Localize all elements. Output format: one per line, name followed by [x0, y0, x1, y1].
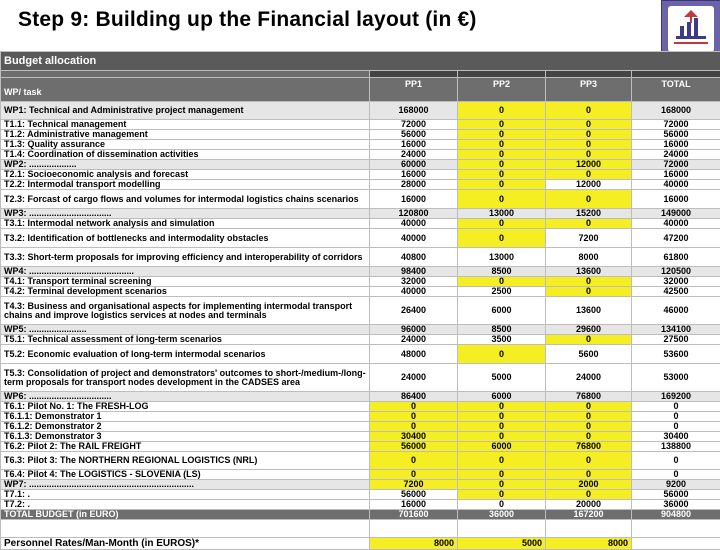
- table-row-workpackage: [1, 480, 720, 490]
- row-label: T6.1: Pilot No. 1: The FRESH-LOG: [1, 402, 370, 412]
- budget-cell: 0: [458, 190, 546, 209]
- table-row-workpackage: [1, 160, 720, 170]
- budget-cell: 0: [546, 140, 632, 150]
- row-label: WP6: .................................: [1, 392, 370, 402]
- budget-cell: 0: [546, 470, 632, 480]
- row-label: WP2: ...................: [1, 160, 370, 170]
- table-row-task: [1, 287, 720, 297]
- budget-cell: 15200: [546, 209, 632, 219]
- budget-cell: 0: [546, 190, 632, 209]
- row-label: T3.2: Identification of bottlenecks and intermodality obstacles: [1, 229, 370, 248]
- budget-cell: 8000: [546, 248, 632, 267]
- budget-cell: 56000: [632, 490, 720, 500]
- table-row-task: [1, 442, 720, 452]
- row-label: T3.1: Intermodal network analysis and simulation: [1, 219, 370, 229]
- row-label: WP1: Technical and Administrative project management: [1, 102, 370, 120]
- budget-cell: 61800: [632, 248, 720, 267]
- column-header: TOTAL: [632, 78, 720, 102]
- budget-cell: 0: [370, 402, 458, 412]
- total-row: [1, 510, 720, 520]
- logo-emblem: [668, 6, 714, 52]
- budget-cell: 0: [458, 219, 546, 229]
- table-row-task: [1, 500, 720, 510]
- row-label: T7.2: .: [1, 500, 370, 510]
- row-label: T6.1.1: Demonstrator 1: [1, 412, 370, 422]
- budget-cell: 26400: [370, 297, 458, 325]
- budget-cell: 20000: [546, 500, 632, 510]
- table-row-task: [1, 402, 720, 412]
- row-label: T6.3: Pilot 3: The NORTHERN REGIONAL LOGISTICS (NRL): [1, 452, 370, 470]
- budget-cell: 5000: [458, 364, 546, 392]
- budget-cell: 42500: [632, 287, 720, 297]
- column-header-row: [1, 78, 720, 102]
- page-title: Step 9: Building up the Financial layout (in €): [18, 8, 477, 32]
- table-row-workpackage: [1, 325, 720, 335]
- budget-cell: 0: [546, 277, 632, 287]
- table-row-task: [1, 190, 720, 209]
- table-title-row: [1, 52, 720, 71]
- row-label: T1.2: Administrative management: [1, 130, 370, 140]
- budget-cell: 40000: [632, 180, 720, 190]
- budget-cell: 76800: [546, 442, 632, 452]
- row-label: T6.2: Pilot 2: The RAIL FREIGHT: [1, 442, 370, 452]
- budget-cell: 168000: [632, 102, 720, 120]
- budget-cell: 0: [546, 335, 632, 345]
- budget-cell: 7200: [370, 480, 458, 490]
- budget-cell: 8500: [458, 267, 546, 277]
- budget-cell: 72000: [632, 160, 720, 170]
- budget-cell: 0: [458, 150, 546, 160]
- budget-cell: 40000: [632, 219, 720, 229]
- table-row-task: [1, 248, 720, 267]
- budget-cell: 12000: [546, 180, 632, 190]
- row-label: T6.1.3: Demonstrator 3: [1, 432, 370, 442]
- row-label: T1.1: Technical management: [1, 120, 370, 130]
- budget-cell: 72000: [632, 120, 720, 130]
- row-label: T6.4: Pilot 4: The LOGISTICS - SLOVENIA (LS): [1, 470, 370, 480]
- budget-cell: 13000: [458, 209, 546, 219]
- budget-cell: 0: [632, 452, 720, 470]
- row-label: T4.3: Business and organisational aspects for implementing intermodal transport chains and improve logistics services at nodes and terminals: [1, 297, 370, 325]
- table-row-task: [1, 120, 720, 130]
- personnel-rate-row: [1, 538, 720, 550]
- budget-cell: 0: [632, 402, 720, 412]
- budget-cell: 0: [546, 422, 632, 432]
- section-title: Budget allocation: [1, 52, 720, 71]
- table-row-task: [1, 470, 720, 480]
- row-label: T7.1: .: [1, 490, 370, 500]
- budget-cell: 6000: [458, 392, 546, 402]
- personnel-rate-label: Personnel Rates/Man-Month (in EUROS)*: [1, 538, 370, 550]
- budget-cell: 0: [458, 277, 546, 287]
- budget-cell: 0: [458, 412, 546, 422]
- budget-cell: 0: [458, 120, 546, 130]
- budget-cell: 0: [458, 130, 546, 140]
- budget-cell: 32000: [632, 277, 720, 287]
- budget-cell: 16000: [632, 170, 720, 180]
- row-label: T4.1: Transport terminal screening: [1, 277, 370, 287]
- budget-cell: 56000: [370, 490, 458, 500]
- budget-cell: 36000: [632, 500, 720, 510]
- budget-cell: 24000: [546, 364, 632, 392]
- row-label: T2.3: Forcast of cargo flows and volumes for intermodal logistics chains scenarios: [1, 190, 370, 209]
- table-row-workpackage: [1, 392, 720, 402]
- budget-cell: 0: [458, 500, 546, 510]
- header-wp-task: WP/ task: [1, 78, 370, 102]
- budget-cell: 0: [458, 480, 546, 490]
- table-row-task: [1, 229, 720, 248]
- budget-cell: 0: [370, 452, 458, 470]
- budget-cell: 120500: [632, 267, 720, 277]
- table-row-task: [1, 297, 720, 325]
- budget-cell: 16000: [370, 190, 458, 209]
- budget-cell: 40000: [370, 287, 458, 297]
- budget-cell: 32000: [370, 277, 458, 287]
- budget-cell: 0: [458, 432, 546, 442]
- row-label: WP7: ..................................................................: [1, 480, 370, 490]
- budget-cell: 0: [458, 422, 546, 432]
- budget-cell: 86400: [370, 392, 458, 402]
- budget-cell: 40800: [370, 248, 458, 267]
- budget-cell: 0: [458, 490, 546, 500]
- budget-cell: 8500: [458, 325, 546, 335]
- budget-cell: 27500: [632, 335, 720, 345]
- budget-cell: 24000: [632, 150, 720, 160]
- budget-cell: 0: [546, 170, 632, 180]
- budget-cell: 0: [458, 452, 546, 470]
- row-label: T3.3: Short-term proposals for improving efficiency and interoperability of corridors: [1, 248, 370, 267]
- budget-cell: 134100: [632, 325, 720, 335]
- row-label: T2.1: Socioeconomic analysis and forecast: [1, 170, 370, 180]
- budget-cell: 13600: [546, 267, 632, 277]
- budget-cell: 24000: [370, 150, 458, 160]
- budget-cell: 53000: [632, 364, 720, 392]
- table-row-task: [1, 130, 720, 140]
- total-cell: 701600: [370, 510, 458, 520]
- budget-cell: 0: [458, 140, 546, 150]
- personnel-rate-cell: 5000: [458, 538, 546, 550]
- budget-cell: 0: [546, 452, 632, 470]
- personnel-rate-cell: 8000: [546, 538, 632, 550]
- budget-cell: 28000: [370, 180, 458, 190]
- table-row-task: [1, 412, 720, 422]
- budget-cell: 13000: [458, 248, 546, 267]
- budget-cell: 0: [632, 412, 720, 422]
- budget-cell: 47200: [632, 229, 720, 248]
- table-row-task: [1, 170, 720, 180]
- row-label: T5.3: Consolidation of project and demonstrators' outcomes to short-/medium-/long-term proposals for transport nodes development in the CADSES area: [1, 364, 370, 392]
- row-label: WP3: .................................: [1, 209, 370, 219]
- budget-cell: 16000: [370, 170, 458, 180]
- budget-cell: 0: [546, 102, 632, 120]
- budget-cell: 72000: [370, 120, 458, 130]
- budget-cell: 30400: [632, 432, 720, 442]
- budget-cell: 149000: [632, 209, 720, 219]
- budget-cell: 16000: [370, 140, 458, 150]
- table-row-task: [1, 219, 720, 229]
- table-row-task: [1, 490, 720, 500]
- table-row-task: [1, 140, 720, 150]
- budget-cell: 138800: [632, 442, 720, 452]
- budget-cell: 168000: [370, 102, 458, 120]
- budget-cell: 0: [458, 160, 546, 170]
- budget-cell: 56000: [370, 130, 458, 140]
- budget-cell: 0: [546, 432, 632, 442]
- budget-cell: 98400: [370, 267, 458, 277]
- budget-cell: 12000: [546, 160, 632, 170]
- budget-table-body: [1, 52, 720, 550]
- budget-cell: 0: [370, 412, 458, 422]
- personnel-rate-cell: 8000: [370, 538, 458, 550]
- row-label: WP4: ..........................................: [1, 267, 370, 277]
- budget-cell: 5600: [546, 345, 632, 364]
- budget-cell: 60000: [370, 160, 458, 170]
- column-header: PP3: [546, 78, 632, 102]
- budget-cell: 0: [632, 422, 720, 432]
- budget-cell: 0: [370, 422, 458, 432]
- budget-cell: 120800: [370, 209, 458, 219]
- budget-cell: 7200: [546, 229, 632, 248]
- budget-cell: 30400: [370, 432, 458, 442]
- budget-cell: 0: [546, 402, 632, 412]
- row-label: T5.2: Economic evaluation of long-term intermodal scenarios: [1, 345, 370, 364]
- budget-cell: 96000: [370, 325, 458, 335]
- spacer-row: [1, 520, 720, 538]
- budget-cell: 2500: [458, 287, 546, 297]
- budget-cell: 0: [458, 402, 546, 412]
- budget-cell: 40000: [370, 219, 458, 229]
- budget-cell: 56000: [370, 442, 458, 452]
- budget-cell: 169200: [632, 392, 720, 402]
- budget-cell: 24000: [370, 335, 458, 345]
- budget-cell: 13600: [546, 297, 632, 325]
- table-row-task: [1, 364, 720, 392]
- table-row-workpackage: [1, 102, 720, 120]
- table-row-task: [1, 150, 720, 160]
- table-row-task: [1, 432, 720, 442]
- budget-cell: 0: [370, 470, 458, 480]
- budget-cell: 40000: [370, 229, 458, 248]
- table-row-task: [1, 180, 720, 190]
- budget-cell: 0: [546, 490, 632, 500]
- budget-cell: 53600: [632, 345, 720, 364]
- table-row-task: [1, 277, 720, 287]
- logo-graphic: [668, 6, 714, 52]
- table-row-task: [1, 335, 720, 345]
- budget-cell: 0: [546, 219, 632, 229]
- table-row-workpackage: [1, 267, 720, 277]
- budget-cell: 0: [546, 150, 632, 160]
- budget-cell: 0: [632, 470, 720, 480]
- row-label: T1.4: Coordination of dissemination activities: [1, 150, 370, 160]
- row-label: T6.1.2: Demonstrator 2: [1, 422, 370, 432]
- budget-cell: 16000: [632, 190, 720, 209]
- budget-cell: 0: [458, 345, 546, 364]
- budget-cell: 6000: [458, 297, 546, 325]
- row-label: WP5: .......................: [1, 325, 370, 335]
- budget-cell: 0: [546, 120, 632, 130]
- budget-cell: 46000: [632, 297, 720, 325]
- row-label: T2.2: Intermodal transport modelling: [1, 180, 370, 190]
- budget-cell: 6000: [458, 442, 546, 452]
- budget-cell: 56000: [632, 130, 720, 140]
- budget-cell: 0: [546, 287, 632, 297]
- budget-cell: 24000: [370, 364, 458, 392]
- budget-cell: 48000: [370, 345, 458, 364]
- budget-table-container: [0, 51, 720, 540]
- column-header: PP2: [458, 78, 546, 102]
- budget-cell: 0: [546, 130, 632, 140]
- table-row-task: [1, 452, 720, 470]
- budget-cell: 29600: [546, 325, 632, 335]
- table-row-task: [1, 422, 720, 432]
- budget-cell: 9200: [632, 480, 720, 490]
- row-label: T1.3: Quality assurance: [1, 140, 370, 150]
- total-cell: 36000: [458, 510, 546, 520]
- table-row-task: [1, 345, 720, 364]
- budget-cell: 2000: [546, 480, 632, 490]
- budget-cell: 0: [458, 180, 546, 190]
- total-cell: 167200: [546, 510, 632, 520]
- budget-cell: 0: [546, 412, 632, 422]
- table-row-workpackage: [1, 209, 720, 219]
- budget-cell: 16000: [632, 140, 720, 150]
- budget-cell: 0: [458, 170, 546, 180]
- budget-cell: 3500: [458, 335, 546, 345]
- spacer-row: [1, 71, 720, 78]
- budget-cell: 0: [458, 470, 546, 480]
- row-label: T5.1: Technical assessment of long-term scenarios: [1, 335, 370, 345]
- total-label: TOTAL BUDGET (in EURO): [1, 510, 370, 520]
- total-cell: 904800: [632, 510, 720, 520]
- row-label: T4.2: Terminal development scenarios: [1, 287, 370, 297]
- budget-cell: 0: [458, 229, 546, 248]
- column-header: PP1: [370, 78, 458, 102]
- budget-table: [0, 51, 720, 550]
- budget-cell: 76800: [546, 392, 632, 402]
- budget-cell: 0: [458, 102, 546, 120]
- budget-cell: 16000: [370, 500, 458, 510]
